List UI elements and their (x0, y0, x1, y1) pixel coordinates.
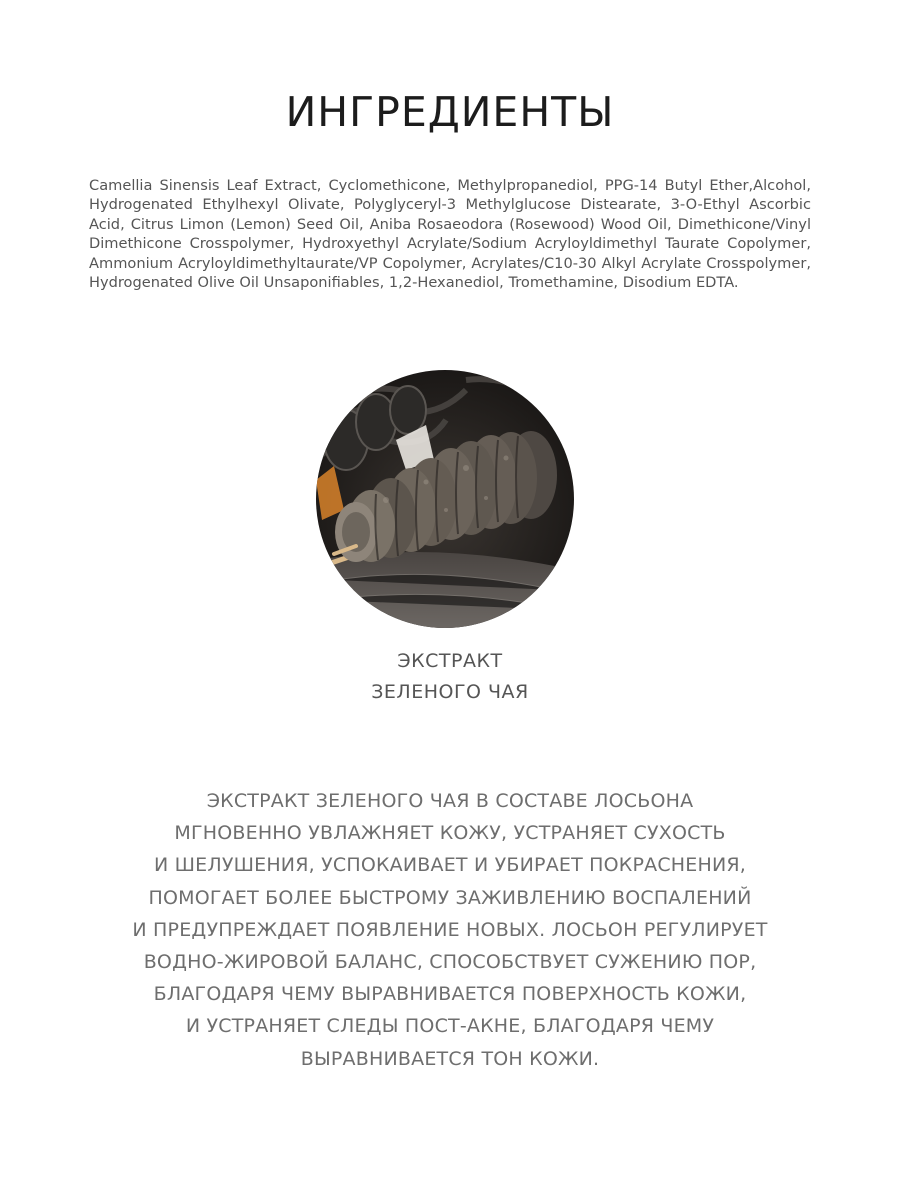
description-line: МГНОВЕННО УВЛАЖНЯЕТ КОЖУ, УСТРАНЯЕТ СУХОСТЬ (174, 822, 726, 845)
description-line: И ШЕЛУШЕНИЯ, УСПОКАИВАЕТ И УБИРАЕТ ПОКРАСНЕНИЯ, (153, 854, 747, 877)
description-line: ВОДНО-ЖИРОВОЙ БАЛАНС, СПОСОБСТВУЕТ СУЖЕНИЮ ПОР, (143, 951, 757, 974)
description-line: ПОМОГАЕТ БОЛЕЕ БЫСТРОМУ ЗАЖИВЛЕНИЮ ВОСПАЛЕНИЙ (148, 886, 752, 909)
caption-line-1: ЭКСТРАКТ (397, 650, 503, 672)
caption-line-2: ЗЕЛЕНОГО ЧАЯ (371, 681, 529, 703)
green-tea-photo (316, 370, 574, 628)
description-line: БЛАГОДАРЯ ЧЕМУ ВЫРАВНИВАЕТСЯ ПОВЕРХНОСТЬ КОЖИ, (153, 983, 747, 1006)
ingredient-description (0, 785, 900, 1075)
ingredient-caption (0, 646, 900, 708)
description-line: И ПРЕДУПРЕЖДАЕТ ПОЯВЛЕНИЕ НОВЫХ. ЛОСЬОН РЕГУЛИРУЕТ (132, 918, 768, 941)
page-title: ИНГРЕДИЕНТЫ (285, 88, 615, 136)
description-line: ВЫРАВНИВАЕТСЯ ТОН КОЖИ. (300, 1047, 600, 1070)
green-tea-illustration (316, 370, 574, 628)
description-line: ЭКСТРАКТ ЗЕЛЕНОГО ЧАЯ В СОСТАВЕ ЛОСЬОНА (206, 790, 694, 812)
ingredients-list: Camellia Sinensis Leaf Extract, Cyclomethicone, Methylpropanediol, PPG-14 Butyl Ether,Alcohol, Hydrogenated Ethylhexyl Olivate, Polyglyceryl-3 Methylglucose Distearate, 3-O-Ethyl Ascorbic Acid, Citrus Limon (Lemon) Seed Oil, Aniba Rosaeodora (Rosewood) Wood Oil, Dimethicone/Vinyl Dimethicone Crosspolymer, Hydroxyethyl Acrylate/Sodium Acryloyldimethyl Taurate Copolymer, Ammonium Acryloyldimethyltaurate/VP Copolymer, Acrylates/C10-30 Alkyl Acrylate Crosspolymer, Hydrogenated Olive Oil Unsaponifiables, 1,2-Hexanediol, Tromethamine, Disodium EDTA. (89, 177, 811, 292)
description-line: И УСТРАНЯЕТ СЛЕДЫ ПОСТ-АКНЕ, БЛАГОДАРЯ ЧЕМУ (185, 1015, 715, 1038)
